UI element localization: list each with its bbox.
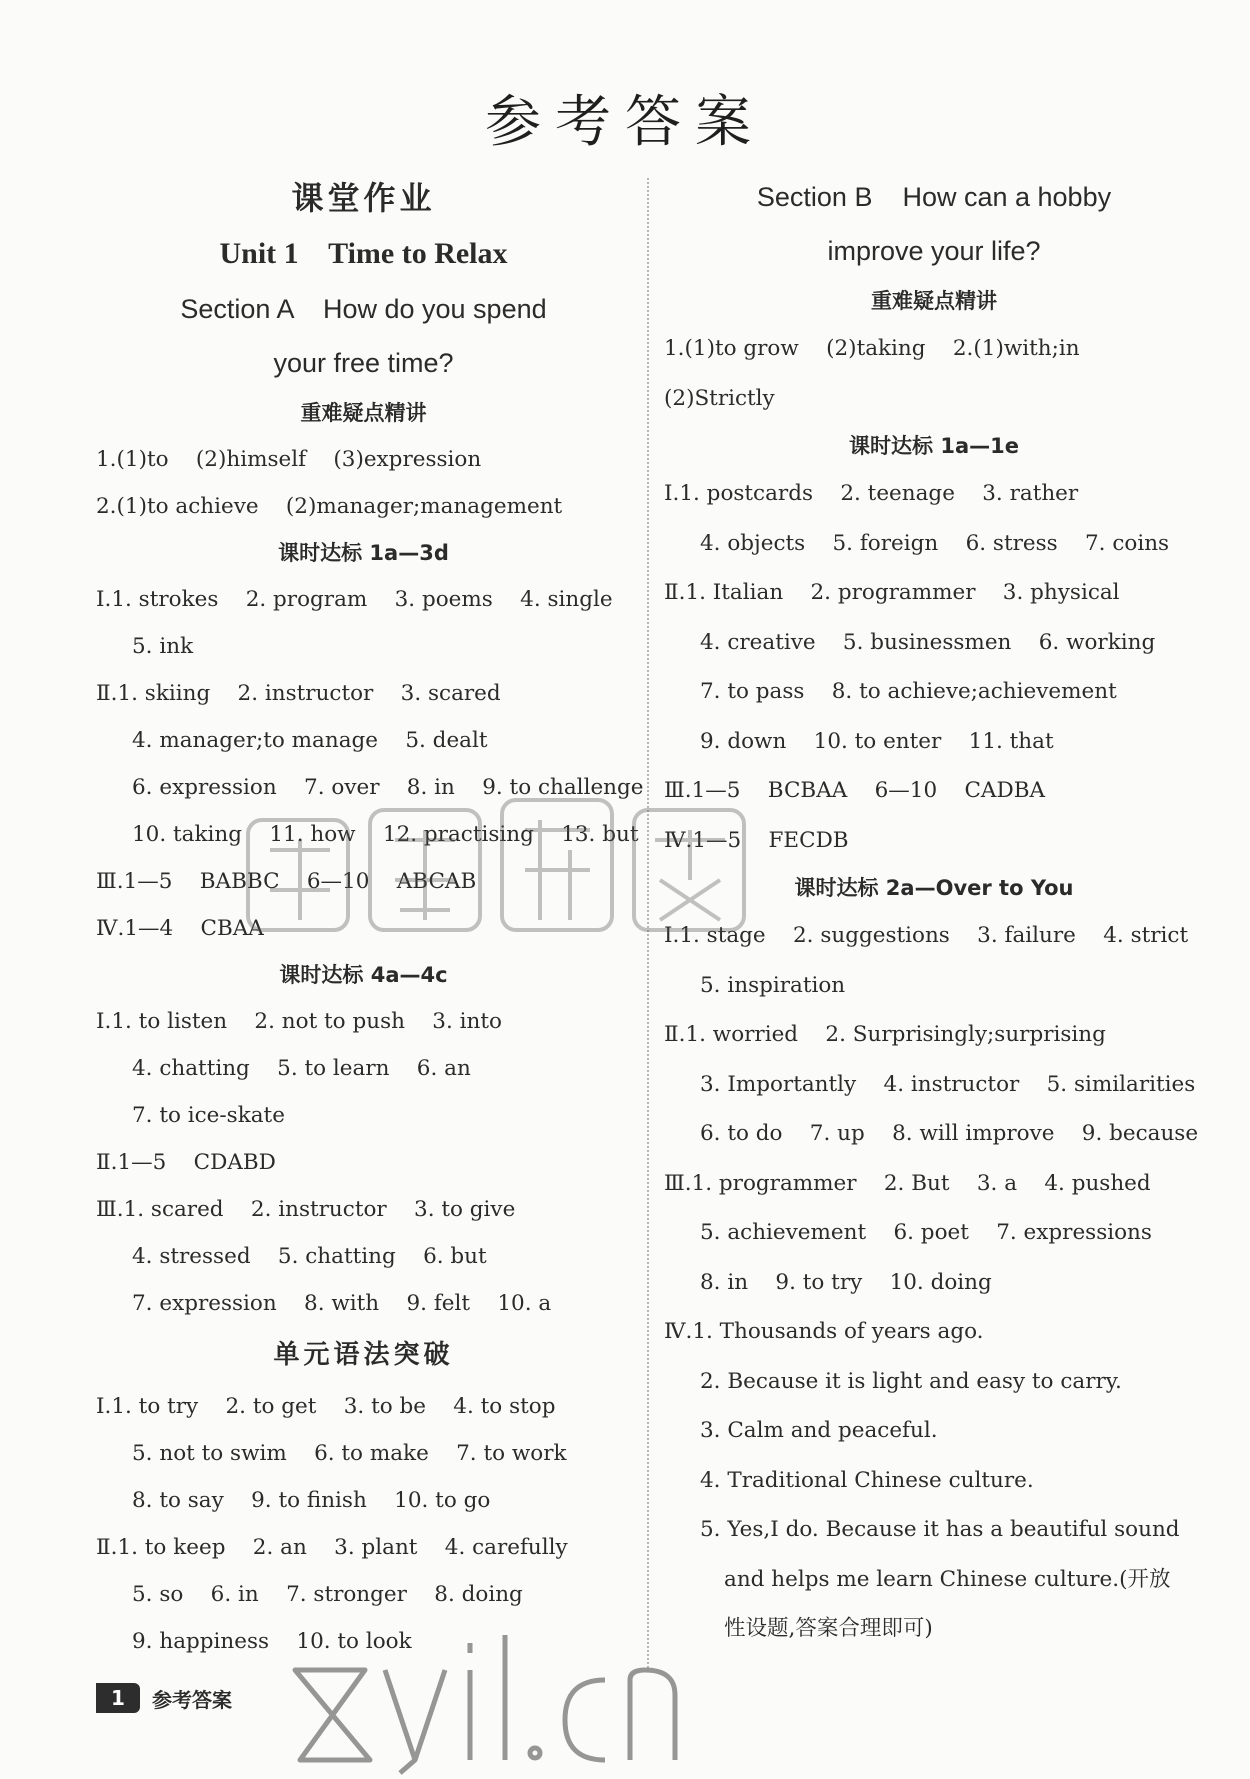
footer-label: 参考答案	[152, 1687, 232, 1712]
answer-line: 5. ink	[132, 634, 194, 659]
answer-line: 2. Because it is light and easy to carry.	[700, 1368, 1122, 1394]
answer-line: Ⅲ.1—5 BABBC 6—10 ABCAB	[96, 869, 477, 894]
section-a-title-line1: Section A How do you spend	[180, 294, 547, 324]
answer-line: 3. Importantly 4. instructor 5. similarities	[700, 1071, 1196, 1097]
answer-line: Ⅰ.1. to listen 2. not to push 3. into	[96, 1009, 502, 1034]
answer-line: Ⅰ.1. stage 2. suggestions 3. failure 4. strict	[664, 923, 1189, 948]
answer-line: 6. expression 7. over 8. in 9. to challenge	[132, 775, 644, 800]
subsection-heading: 课时达标 4a—4c	[279, 963, 448, 987]
page-number: 1	[96, 1683, 140, 1713]
answer-line: Ⅱ.1. to keep 2. an 3. plant 4. carefully	[96, 1535, 568, 1560]
subsection-heading: 课时达标 2a—Over to You	[794, 876, 1074, 900]
answer-line: 4. stressed 5. chatting 6. but	[132, 1244, 487, 1269]
answer-line: Ⅳ.1—5 FECDB	[664, 827, 849, 853]
subsection-heading: 重难疑点精讲	[871, 289, 997, 313]
subsection-heading: 课时达标 1a—3d	[278, 541, 449, 565]
answer-line: 8. in 9. to try 10. doing	[700, 1269, 992, 1295]
answer-line: Ⅰ.1. strokes 2. program 3. poems 4. single	[96, 587, 613, 612]
answer-line: Ⅰ.1. postcards 2. teenage 3. rather	[664, 481, 1079, 506]
section-a-title-line2: your free time?	[273, 348, 454, 378]
answer-line: 2.(1)to achieve (2)manager;management	[96, 494, 563, 519]
answer-line: 7. to ice-skate	[132, 1103, 285, 1128]
subsection-heading: 重难疑点精讲	[300, 401, 427, 425]
answer-line: 9. down 10. to enter 11. that	[700, 728, 1054, 754]
answer-line: 5. Yes,I do. Because it has a beautiful sound	[700, 1517, 1180, 1542]
watermark-logo	[240, 780, 760, 960]
answer-line: 9. happiness 10. to look	[132, 1629, 412, 1654]
answer-line: 4. manager;to manage 5. dealt	[132, 728, 488, 753]
answer-line: Ⅲ.1. scared 2. instructor 3. to give	[96, 1197, 516, 1222]
answer-line: 5. so 6. in 7. stronger 8. doing	[132, 1582, 523, 1607]
answer-line: 1.(1)to (2)himself (3)expression	[96, 447, 482, 472]
answer-line: 8. to say 9. to finish 10. to go	[132, 1488, 491, 1513]
answer-line: and helps me learn Chinese culture.(开放	[724, 1566, 1171, 1592]
answer-line: 6. to do 7. up 8. will improve 9. because	[700, 1121, 1199, 1146]
answer-line: Ⅲ.1—5 BCBAA 6—10 CADBA	[664, 778, 1046, 803]
answer-line: Ⅲ.1. programmer 2. But 3. a 4. pushed	[664, 1170, 1151, 1196]
subsection-heading: 课时达标 1a—1e	[849, 434, 1019, 458]
watermark-site	[285, 1625, 685, 1775]
answer-line: 4. chatting 5. to learn 6. an	[132, 1056, 471, 1081]
answer-line: Ⅱ.1—5 CDABD	[96, 1150, 276, 1175]
answer-line: 5. not to swim 6. to make 7. to work	[132, 1441, 567, 1466]
answer-line: 7. to pass 8. to achieve;achievement	[700, 679, 1117, 704]
answer-line: 10. taking 11. how 12. practising 13. but	[132, 822, 639, 847]
page-footer	[96, 1683, 232, 1713]
section-b-title-line2: improve your life?	[827, 236, 1041, 266]
section-heading: 单元语法突破	[273, 1340, 454, 1370]
answer-line: Ⅱ.1. skiing 2. instructor 3. scared	[96, 681, 501, 706]
answer-line: Ⅳ.1—4 CBAA	[96, 916, 264, 941]
right-answer-list	[664, 278, 1204, 1654]
answer-line: 4. creative 5. businessmen 6. working	[700, 629, 1156, 655]
answer-line: 4. Traditional Chinese culture.	[700, 1467, 1034, 1493]
answer-line: 3. Calm and peaceful.	[700, 1418, 938, 1443]
answer-line: 5. achievement 6. poet 7. expressions	[700, 1220, 1152, 1245]
answer-line: 4. objects 5. foreign 6. stress 7. coins	[700, 530, 1170, 556]
answer-line: 1.(1)to grow (2)taking 2.(1)with;in	[664, 336, 1080, 361]
unit-title: Unit 1 Time to Relax	[219, 237, 508, 270]
answer-line: 性设题,答案合理即可)	[724, 1616, 933, 1641]
answer-line: 7. expression 8. with 9. felt 10. a	[132, 1291, 552, 1316]
answer-line: 5. inspiration	[700, 972, 846, 998]
answer-line: (2)Strictly	[664, 385, 775, 411]
page-title: 参考答案	[485, 90, 765, 155]
answer-line: Ⅳ.1. Thousands of years ago.	[664, 1319, 984, 1344]
answer-line: Ⅱ.1. Italian 2. programmer 3. physical	[664, 580, 1120, 605]
answer-line: Ⅱ.1. worried 2. Surprisingly;surprising	[664, 1022, 1106, 1047]
answer-line: Ⅰ.1. to try 2. to get 3. to be 4. to stop	[96, 1394, 556, 1419]
left-heading: 课堂作业	[291, 179, 436, 217]
section-b-title-line1: Section B How can a hobby	[756, 182, 1112, 212]
left-answer-list	[96, 390, 644, 1665]
